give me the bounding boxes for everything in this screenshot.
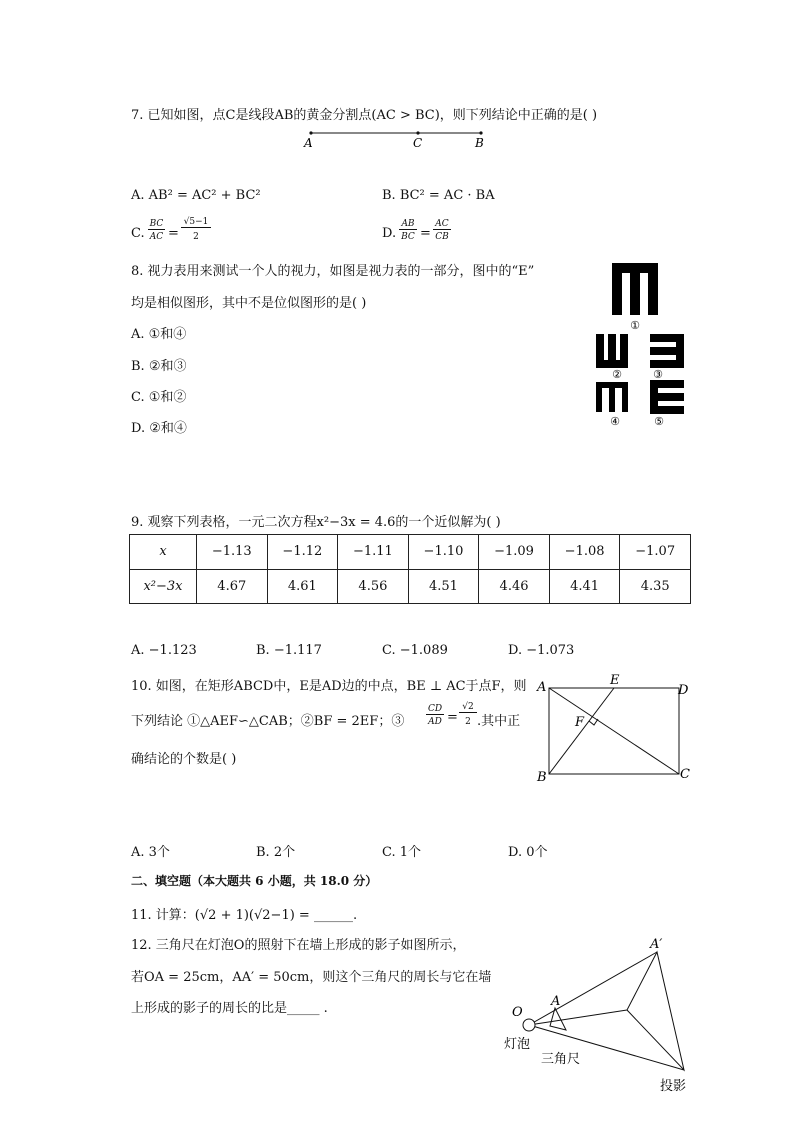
q10-option-a: A. 3个 bbox=[131, 845, 170, 860]
q8-label-1: ① bbox=[630, 319, 640, 332]
q12-label-a: A bbox=[551, 994, 561, 1009]
q7-option-b: B. BC² = AC · BA bbox=[382, 188, 495, 203]
table-cell: 4.46 bbox=[479, 569, 550, 604]
q9-table bbox=[129, 534, 691, 604]
q10-label-a: A bbox=[537, 680, 547, 695]
q8-option-c: C. ①和② bbox=[131, 390, 187, 405]
table-cell: 4.56 bbox=[338, 569, 409, 604]
q7-stem: 7. 已知如图，点C是线段AB的黄金分割点(AC > BC)，则下列结论中正确的是( ) bbox=[131, 108, 598, 123]
q10-label-f: F bbox=[575, 715, 585, 730]
q9-option-b: B. −1.117 bbox=[256, 643, 322, 658]
q12-label-triangle: 三角尺 bbox=[541, 1052, 581, 1067]
q10-stem-line3: 确结论的个数是( ) bbox=[131, 752, 237, 767]
q8-option-b: B. ②和③ bbox=[131, 359, 187, 374]
q12-label-o: O bbox=[512, 1005, 523, 1020]
q8-label-5: ⑤ bbox=[654, 415, 664, 428]
q10-option-d: D. 0个 bbox=[508, 845, 548, 860]
table-cell: x²−3x bbox=[130, 569, 197, 604]
table-row bbox=[130, 569, 691, 604]
table-row bbox=[130, 535, 691, 570]
q10-stem-line2: 下列结论 ①△AEF∽△CAB；②BF = 2EF；③ CD AD = √2 2 .其中正 bbox=[131, 702, 521, 729]
q10-label-c: C bbox=[680, 767, 690, 782]
table-cell: −1.10 bbox=[408, 535, 479, 570]
table-cell: −1.12 bbox=[267, 535, 338, 570]
q10-label-d: D bbox=[678, 683, 689, 698]
q7-segment-figure bbox=[295, 126, 495, 152]
q9-option-c: C. −1.089 bbox=[382, 643, 448, 658]
q12-label-bulb: 灯泡 bbox=[504, 1037, 531, 1052]
table-cell: −1.11 bbox=[338, 535, 409, 570]
table-cell: −1.08 bbox=[549, 535, 620, 570]
q12-label-a-prime: A′ bbox=[650, 937, 663, 952]
q8-label-3: ③ bbox=[653, 368, 663, 381]
q8-option-a: A. ①和④ bbox=[131, 327, 187, 342]
q7-label-a: A bbox=[304, 136, 313, 150]
q7-label-c: C bbox=[413, 136, 423, 150]
table-cell: 4.51 bbox=[408, 569, 479, 604]
q8-stem-line1: 8. 视力表用来测试一个人的视力，如图是视力表的一部分，图中的“E” bbox=[131, 264, 535, 279]
q7-option-c: C. BC AC = √5−1 2 bbox=[131, 219, 251, 249]
table-cell: −1.13 bbox=[197, 535, 268, 570]
table-cell: 4.67 bbox=[197, 569, 268, 604]
q10-rectangle-figure bbox=[532, 668, 702, 788]
q8-label-4: ④ bbox=[610, 415, 620, 428]
q8-stem-line2: 均是相似图形，其中不是位似图形的是( ) bbox=[131, 296, 367, 311]
q12-line1: 12. 三角尺在灯泡O的照射下在墙上形成的影子如图所示， bbox=[131, 938, 466, 953]
q12-line2: 若OA = 25cm，AA′ = 50cm，则这个三角尺的周长与它在墙 bbox=[131, 970, 492, 985]
q7-label-b: B bbox=[475, 136, 484, 150]
q7-option-a: A. AB² = AC² + BC² bbox=[131, 188, 261, 203]
q10-option-c: C. 1个 bbox=[382, 845, 422, 860]
q10-label-e: E bbox=[610, 673, 620, 688]
table-cell: x bbox=[130, 535, 197, 570]
section-heading: 二、填空题（本大题共 6 小题，共 18.0 分） bbox=[131, 874, 378, 888]
table-cell: 4.35 bbox=[620, 569, 691, 604]
q12-line3: 上形成的影子的周长的比是_____ . bbox=[131, 1001, 328, 1016]
q10-option-b: B. 2个 bbox=[256, 845, 296, 860]
table-cell: 4.61 bbox=[267, 569, 338, 604]
q9-option-a: A. −1.123 bbox=[131, 643, 197, 658]
q9-option-d: D. −1.073 bbox=[508, 643, 575, 658]
table-cell: −1.09 bbox=[479, 535, 550, 570]
q7-option-d: D. AB BC = AC CB bbox=[382, 219, 502, 249]
q10-stem-line1: 10. 如图，在矩形ABCD中，E是AD边的中点，BE ⊥ AC于点F，则 bbox=[131, 679, 527, 694]
q8-label-2: ② bbox=[612, 368, 622, 381]
bulb-icon bbox=[523, 1019, 535, 1031]
q12-label-shadow: 投影 bbox=[660, 1079, 687, 1094]
q12-shadow-figure bbox=[500, 930, 700, 1100]
table-cell: 4.41 bbox=[549, 569, 620, 604]
table-cell: −1.07 bbox=[620, 535, 691, 570]
q10-label-b: B bbox=[537, 770, 547, 785]
q8-eye-chart-figure bbox=[588, 258, 694, 432]
q11-text: 11. 计算：(√2 + 1)(√2−1) = ______. bbox=[131, 908, 358, 923]
q9-stem: 9. 观察下列表格，一元二次方程x²−3x = 4.6的一个近似解为( ) bbox=[131, 515, 501, 530]
q8-option-d: D. ②和④ bbox=[131, 421, 187, 436]
